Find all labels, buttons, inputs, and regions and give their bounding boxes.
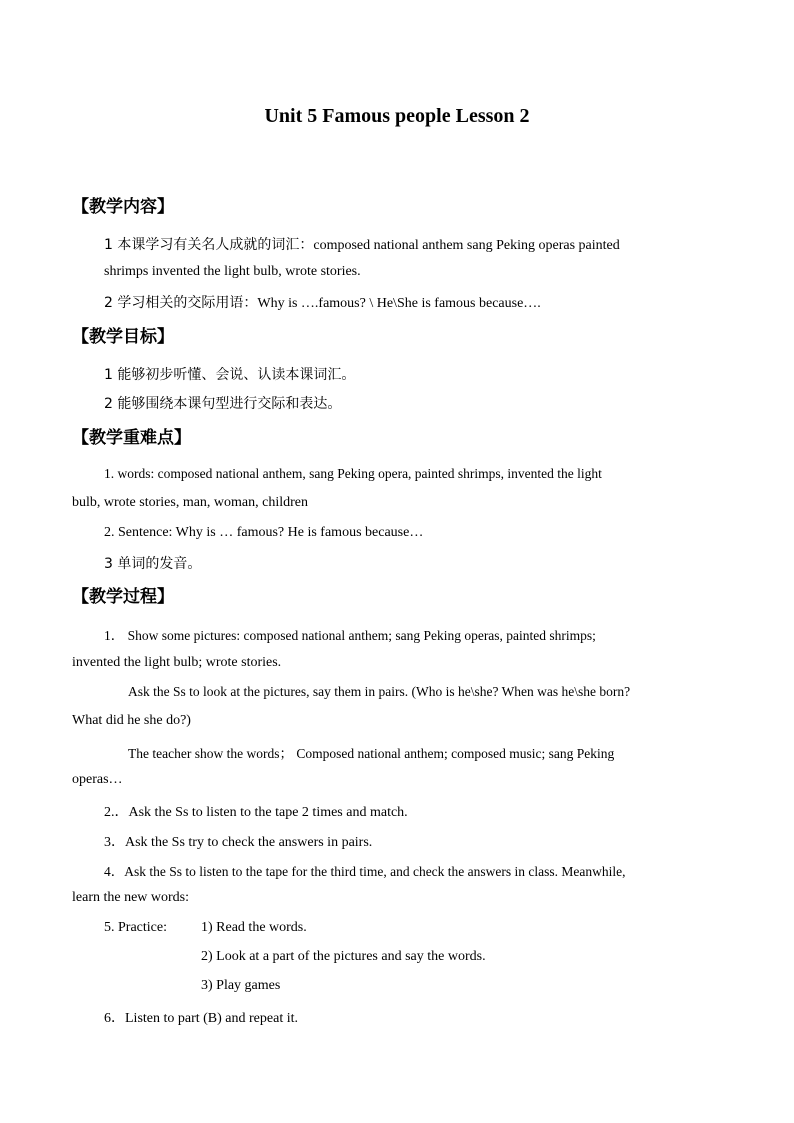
content-item-2-en: Why is ….famous? \ He\She is famous because…. — [257, 296, 541, 311]
process-step-4: 4．Ask the Ss to listen to the tape for the third time, and check the answers in class. Meanwhile, — [104, 864, 626, 879]
process-step-3: 3．Ask the Ss try to check the answers in pairs. — [104, 835, 373, 850]
content-item-1 — [104, 234, 620, 254]
content-item-1-cont: shrimps invented the light bulb, wrote stories. — [104, 264, 361, 279]
page-title: Unit 5 Famous people Lesson 2 — [264, 105, 530, 127]
section-heading-process: 【教学过程】 — [72, 587, 174, 607]
process-step-5-item-2: 2) Look at a part of the pictures and say the words. — [201, 949, 486, 964]
key-points-item-1-cont: bulb, wrote stories, man, woman, children — [72, 495, 309, 510]
process-step-4-cont: learn the new words: — [72, 890, 190, 905]
process-step-2: 2.．Ask the Ss to listen to the tape 2 times and match. — [104, 805, 408, 820]
goals-item-1: 1 能够初步听懂、会说、认读本课词汇。 — [104, 367, 356, 383]
process-step-1-b-cont: operas… — [72, 772, 123, 787]
section-heading-goals: 【教学目标】 — [72, 327, 174, 347]
process-step-1-a: Ask the Ss to look at the pictures, say them in pairs. (Who is he\she? When was he\she born? — [128, 684, 631, 699]
section-heading-key-points: 【教学重难点】 — [72, 428, 191, 448]
process-step-1-b: The teacher show the words； Composed national anthem; composed music; sang Peking — [128, 746, 615, 761]
key-points-item-2: 2. Sentence: Why is … famous? He is famous because… — [104, 525, 424, 540]
process-step-5-item-1: 1) Read the words. — [201, 920, 307, 935]
key-points-item-3: 3 单词的发音。 — [104, 556, 202, 572]
process-step-6: 6．Listen to part (B) and repeat it. — [104, 1011, 298, 1026]
content-item-2 — [104, 292, 541, 312]
content-item-1-cn: 1 本课学习有关名人成就的词汇： — [104, 237, 314, 253]
content-item-1-en: composed national anthem sang Peking operas painted — [313, 238, 620, 253]
process-step-1: 1． Show some pictures: composed national anthem; sang Peking operas, painted shrimps; — [104, 628, 596, 643]
content-item-2-cn: 2 学习相关的交际用语： — [104, 295, 258, 311]
process-step-5-item-3: 3) Play games — [201, 978, 281, 993]
goals-item-2: 2 能够围绕本课句型进行交际和表达。 — [104, 396, 342, 412]
process-step-1-cont: invented the light bulb; wrote stories. — [72, 655, 282, 670]
process-step-1-a-cont: What did he she do?) — [72, 713, 191, 728]
section-heading-content: 【教学内容】 — [72, 197, 174, 217]
key-points-item-1: 1. words: composed national anthem, sang Peking opera, painted shrimps, invented the light — [104, 466, 602, 481]
process-step-5-label: 5. Practice: — [104, 920, 167, 935]
